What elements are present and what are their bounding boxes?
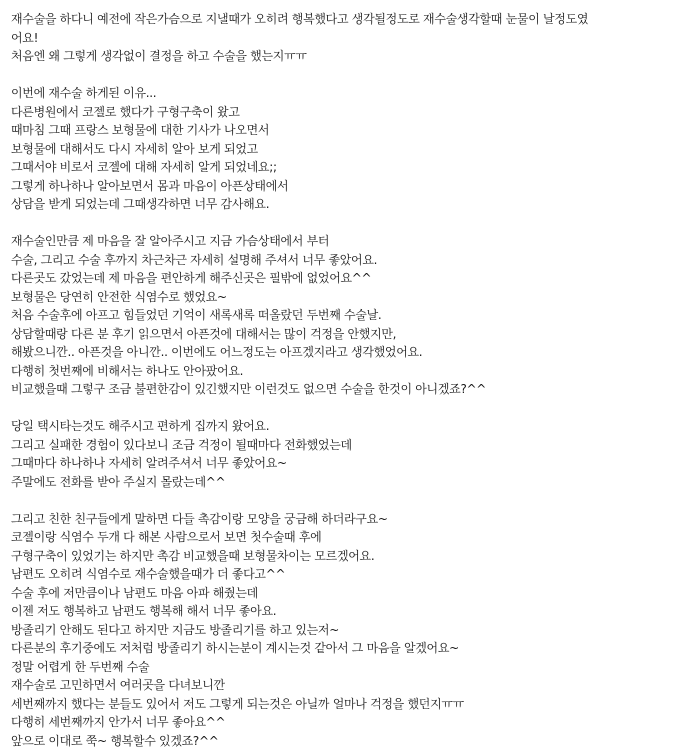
paragraph-aftercare [11,417,695,491]
review-post-body [11,10,695,750]
text-line: 해봤으니깐.. 아픈것을 아니깐.. 이번에도 어느정도는 아프겠지라고 생각했었어요. [11,343,695,362]
paragraph-reason [11,84,695,214]
text-line: 다른곳도 갔었는데 제 마음을 편안하게 해주신곳은 필밖에 없었어요^^ [11,269,695,288]
text-line: 이젠 저도 행복하고 남편도 행복해 해서 너무 좋아요. [11,602,695,621]
paragraph-gap [11,66,695,85]
paragraph-result [11,510,695,750]
text-line: 어요! [11,29,695,48]
text-line: 비교했을때 그렇구 조금 불편한감이 있긴했지만 이런것도 없으면 수술을 한것이 아니겠죠?^^ [11,380,695,399]
text-line: 그리고 친한 친구들에게 말하면 다들 촉감이랑 모양을 궁금해 하더라구요~ [11,510,695,529]
text-line: 방졸리기 안해도 된다고 하지만 지금도 방졸리기를 하고 있는저~ [11,621,695,640]
text-line: 다행히 첫번째에 비해서는 하나도 안아팠어요. [11,362,695,381]
paragraph-surgery [11,232,695,399]
text-line: 코젤이랑 식염수 두개 다 해본 사람으로서 보면 첫수술때 후에 [11,528,695,547]
text-line: 상담할때랑 다른 분 후기 읽으면서 아픈것에 대해서는 많이 걱정을 안했지만, [11,325,695,344]
text-line: 재수술을 하다니 예전에 작은가슴으로 지낼때가 오히려 행복했다고 생각될정도로 재수술생각할때 눈물이 날정도였 [11,10,695,29]
text-line: 상담을 받게 되었는데 그때생각하면 너무 감사해요. [11,195,695,214]
text-line: 세번째까지 했다는 분들도 있어서 저도 그렇게 되는것은 아닐까 얼마나 걱정을 했던지ㅠㅠ [11,695,695,714]
text-line: 그리고 실패한 경험이 있다보니 조금 걱정이 될때마다 전화했었는데 [11,436,695,455]
text-line: 다른병원에서 코젤로 했다가 구형구축이 왔고 [11,103,695,122]
text-line: 재수술로 고민하면서 여러곳을 다녀보니깐 [11,676,695,695]
text-line: 그때마다 하나하나 자세히 알려주셔서 너무 좋았어요~ [11,454,695,473]
text-line: 앞으로 이대로 쭉~ 행복할수 있겠죠?^^ [11,732,695,750]
text-line: 보형물에 대해서도 다시 자세히 알아 보게 되었고 [11,140,695,159]
text-line: 수술 후에 저만큼이나 남편도 마음 아파 해줬는데 [11,584,695,603]
text-line: 구형구축이 있었기는 하지만 촉감 비교했을때 보형물차이는 모르겠어요. [11,547,695,566]
text-line: 처음엔 왜 그렇게 생각없이 결정을 하고 수술을 했는지ㅠㅠ [11,47,695,66]
text-line: 남편도 오히려 식염수로 재수술했을때가 더 좋다고^^ [11,565,695,584]
text-line: 당일 택시타는것도 해주시고 편하게 집까지 왔어요. [11,417,695,436]
paragraph-gap [11,399,695,418]
text-line: 정말 어렵게 한 두번째 수술 [11,658,695,677]
text-line: 그때서야 비로서 코젤에 대해 자세히 알게 되었네요;; [11,158,695,177]
text-line: 때마침 그때 프랑스 보형물에 대한 기사가 나오면서 [11,121,695,140]
text-line: 재수술인만큼 제 마음을 잘 알아주시고 지금 가슴상태에서 부터 [11,232,695,251]
text-line: 다른분의 후기중에도 저처럼 방졸리기 하시는분이 계시는것 같아서 그 마음을 알겠어요~ [11,639,695,658]
text-line: 보형물은 당연히 안전한 식염수로 했었요~ [11,288,695,307]
paragraph-gap [11,491,695,510]
text-line: 주말에도 전화를 받아 주실지 몰랐는데^^ [11,473,695,492]
text-line: 그렇게 하나하나 알아보면서 몸과 마음이 아픈상태에서 [11,177,695,196]
paragraph-gap [11,214,695,233]
text-line: 이번에 재수술 하게된 이유... [11,84,695,103]
text-line: 다행히 세번째까지 안가서 너무 좋아요^^ [11,713,695,732]
paragraph-intro [11,10,695,66]
text-line: 처음 수술후에 아프고 힘들었던 기억이 새록새록 떠올랐던 두번째 수술날. [11,306,695,325]
text-line: 수술, 그리고 수술 후까지 차근차근 자세히 설명해 주셔서 너무 좋았어요. [11,251,695,270]
